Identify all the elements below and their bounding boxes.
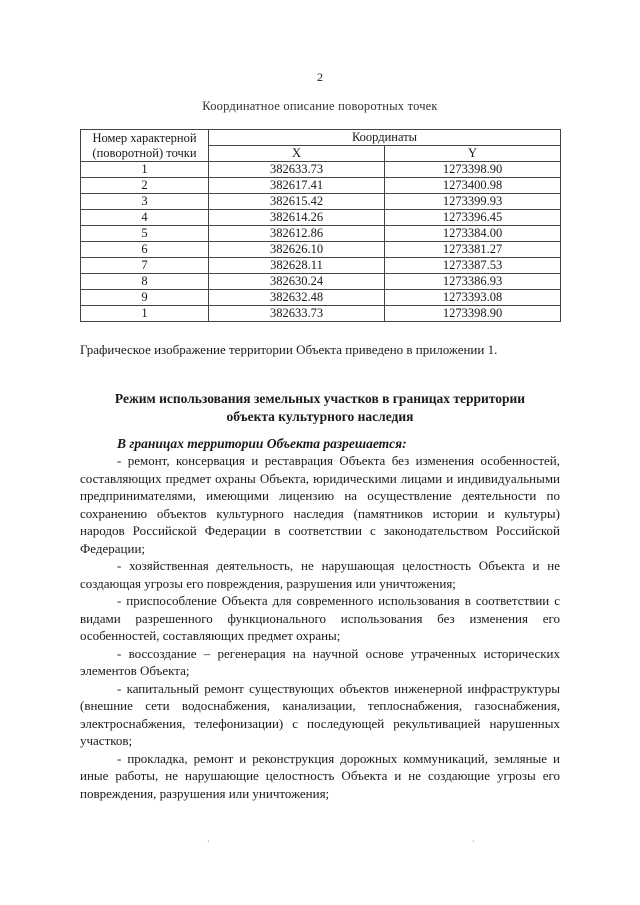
x-cell: 382615.42 — [209, 194, 385, 210]
x-cell: 382612.86 — [209, 226, 385, 242]
paragraph: - ремонт, консервация и реставрация Объекта без изменения особенностей, составляющих предмет охраны Объекта, юридическими лицами и индивидуальными предпринимателями, имеющими лицензию на осуществление деятельности по сохранению объектов культурного наследия (памятников истории и культуры) народов Российской Федерации в соответствии с законодательством Российской Федерации; — [80, 453, 560, 556]
graphic-note: Графическое изображение территории Объекта приведено в приложении 1. — [80, 342, 498, 357]
point-number-cell: 1 — [81, 306, 209, 322]
y-cell: 1273396.45 — [385, 210, 561, 226]
paragraph: - прокладка, ремонт и реконструкция дорожных коммуникаций, земляные и иные работы, не нарушающие целостность Объекта и не создающие угрозы его повреждения, разрушения или уничтожения; — [80, 750, 560, 801]
table-row — [81, 162, 561, 178]
point-number-cell: 7 — [81, 258, 209, 274]
table-row — [81, 306, 561, 322]
point-number-cell: 3 — [81, 194, 209, 210]
section-heading-line-1: Режим использования земельных участков в границах территории — [114, 391, 526, 406]
y-cell: 1273400.98 — [385, 178, 561, 194]
point-number-cell: 2 — [81, 178, 209, 194]
point-number-cell: 5 — [81, 226, 209, 242]
header-point-number: Номер характерной (поворотной) точки — [81, 130, 209, 162]
allowed-list — [80, 452, 560, 802]
x-cell: 382626.10 — [209, 242, 385, 258]
y-cell: 1273398.90 — [385, 162, 561, 178]
coordinates-title: Координатное описание поворотных точек — [202, 99, 438, 113]
point-number-cell: 8 — [81, 274, 209, 290]
y-cell: 1273384.00 — [385, 226, 561, 242]
paragraph: - хозяйственная деятельность, не нарушающая целостность Объекта и не создающая угрозы его повреждения, разрушения или уничтожения; — [80, 558, 560, 591]
table-row — [81, 242, 561, 258]
table-row — [81, 274, 561, 290]
page-number: 2 — [317, 70, 323, 84]
x-cell: 382630.24 — [209, 274, 385, 290]
header-x: X — [209, 146, 385, 162]
x-cell: 382617.41 — [209, 178, 385, 194]
table-row — [81, 194, 561, 210]
header-y: Y — [385, 146, 561, 162]
section-heading-line-2: объекта культурного наследия — [226, 409, 414, 424]
x-cell: 382633.73 — [209, 306, 385, 322]
point-number-cell: 6 — [81, 242, 209, 258]
y-cell: 1273398.90 — [385, 306, 561, 322]
x-cell: 382614.26 — [209, 210, 385, 226]
point-number-cell: 4 — [81, 210, 209, 226]
table-row — [81, 290, 561, 306]
y-cell: 1273381.27 — [385, 242, 561, 258]
point-number-cell: 1 — [81, 162, 209, 178]
point-number-cell: 9 — [81, 290, 209, 306]
table-row — [81, 210, 561, 226]
x-cell: 382632.48 — [209, 290, 385, 306]
paragraph: - капитальный ремонт существующих объектов инженерной инфраструктуры (внешние сети водоснабжения, канализации, теплоснабжения, газоснабжения, электроснабжения, телефонизации) с последующей рекультивацией нарушенных участков; — [80, 680, 560, 748]
y-cell: 1273393.08 — [385, 290, 561, 306]
x-cell: 382633.73 — [209, 162, 385, 178]
table-row — [81, 178, 561, 194]
paragraph: - приспособление Объекта для современного использования в соответствии с видами разрешенного функционального использования без изменения его особенностей, составляющих предмет охраны; — [80, 593, 560, 643]
y-cell: 1273399.93 — [385, 194, 561, 210]
y-cell: 1273387.53 — [385, 258, 561, 274]
header-coordinates: Координаты — [209, 130, 561, 146]
paragraph: - воссоздание – регенерация на научной основе утраченных исторических элементов Объекта; — [80, 645, 560, 678]
x-cell: 382628.11 — [209, 258, 385, 274]
footer-mark-right: · — [472, 837, 475, 846]
section-heading — [80, 390, 560, 426]
table-row — [81, 226, 561, 242]
table-row — [81, 258, 561, 274]
coordinates-table — [80, 129, 561, 322]
allowed-heading: В границах территории Объекта разрешается: — [117, 436, 407, 451]
footer-mark-left: · — [207, 837, 210, 846]
y-cell: 1273386.93 — [385, 274, 561, 290]
